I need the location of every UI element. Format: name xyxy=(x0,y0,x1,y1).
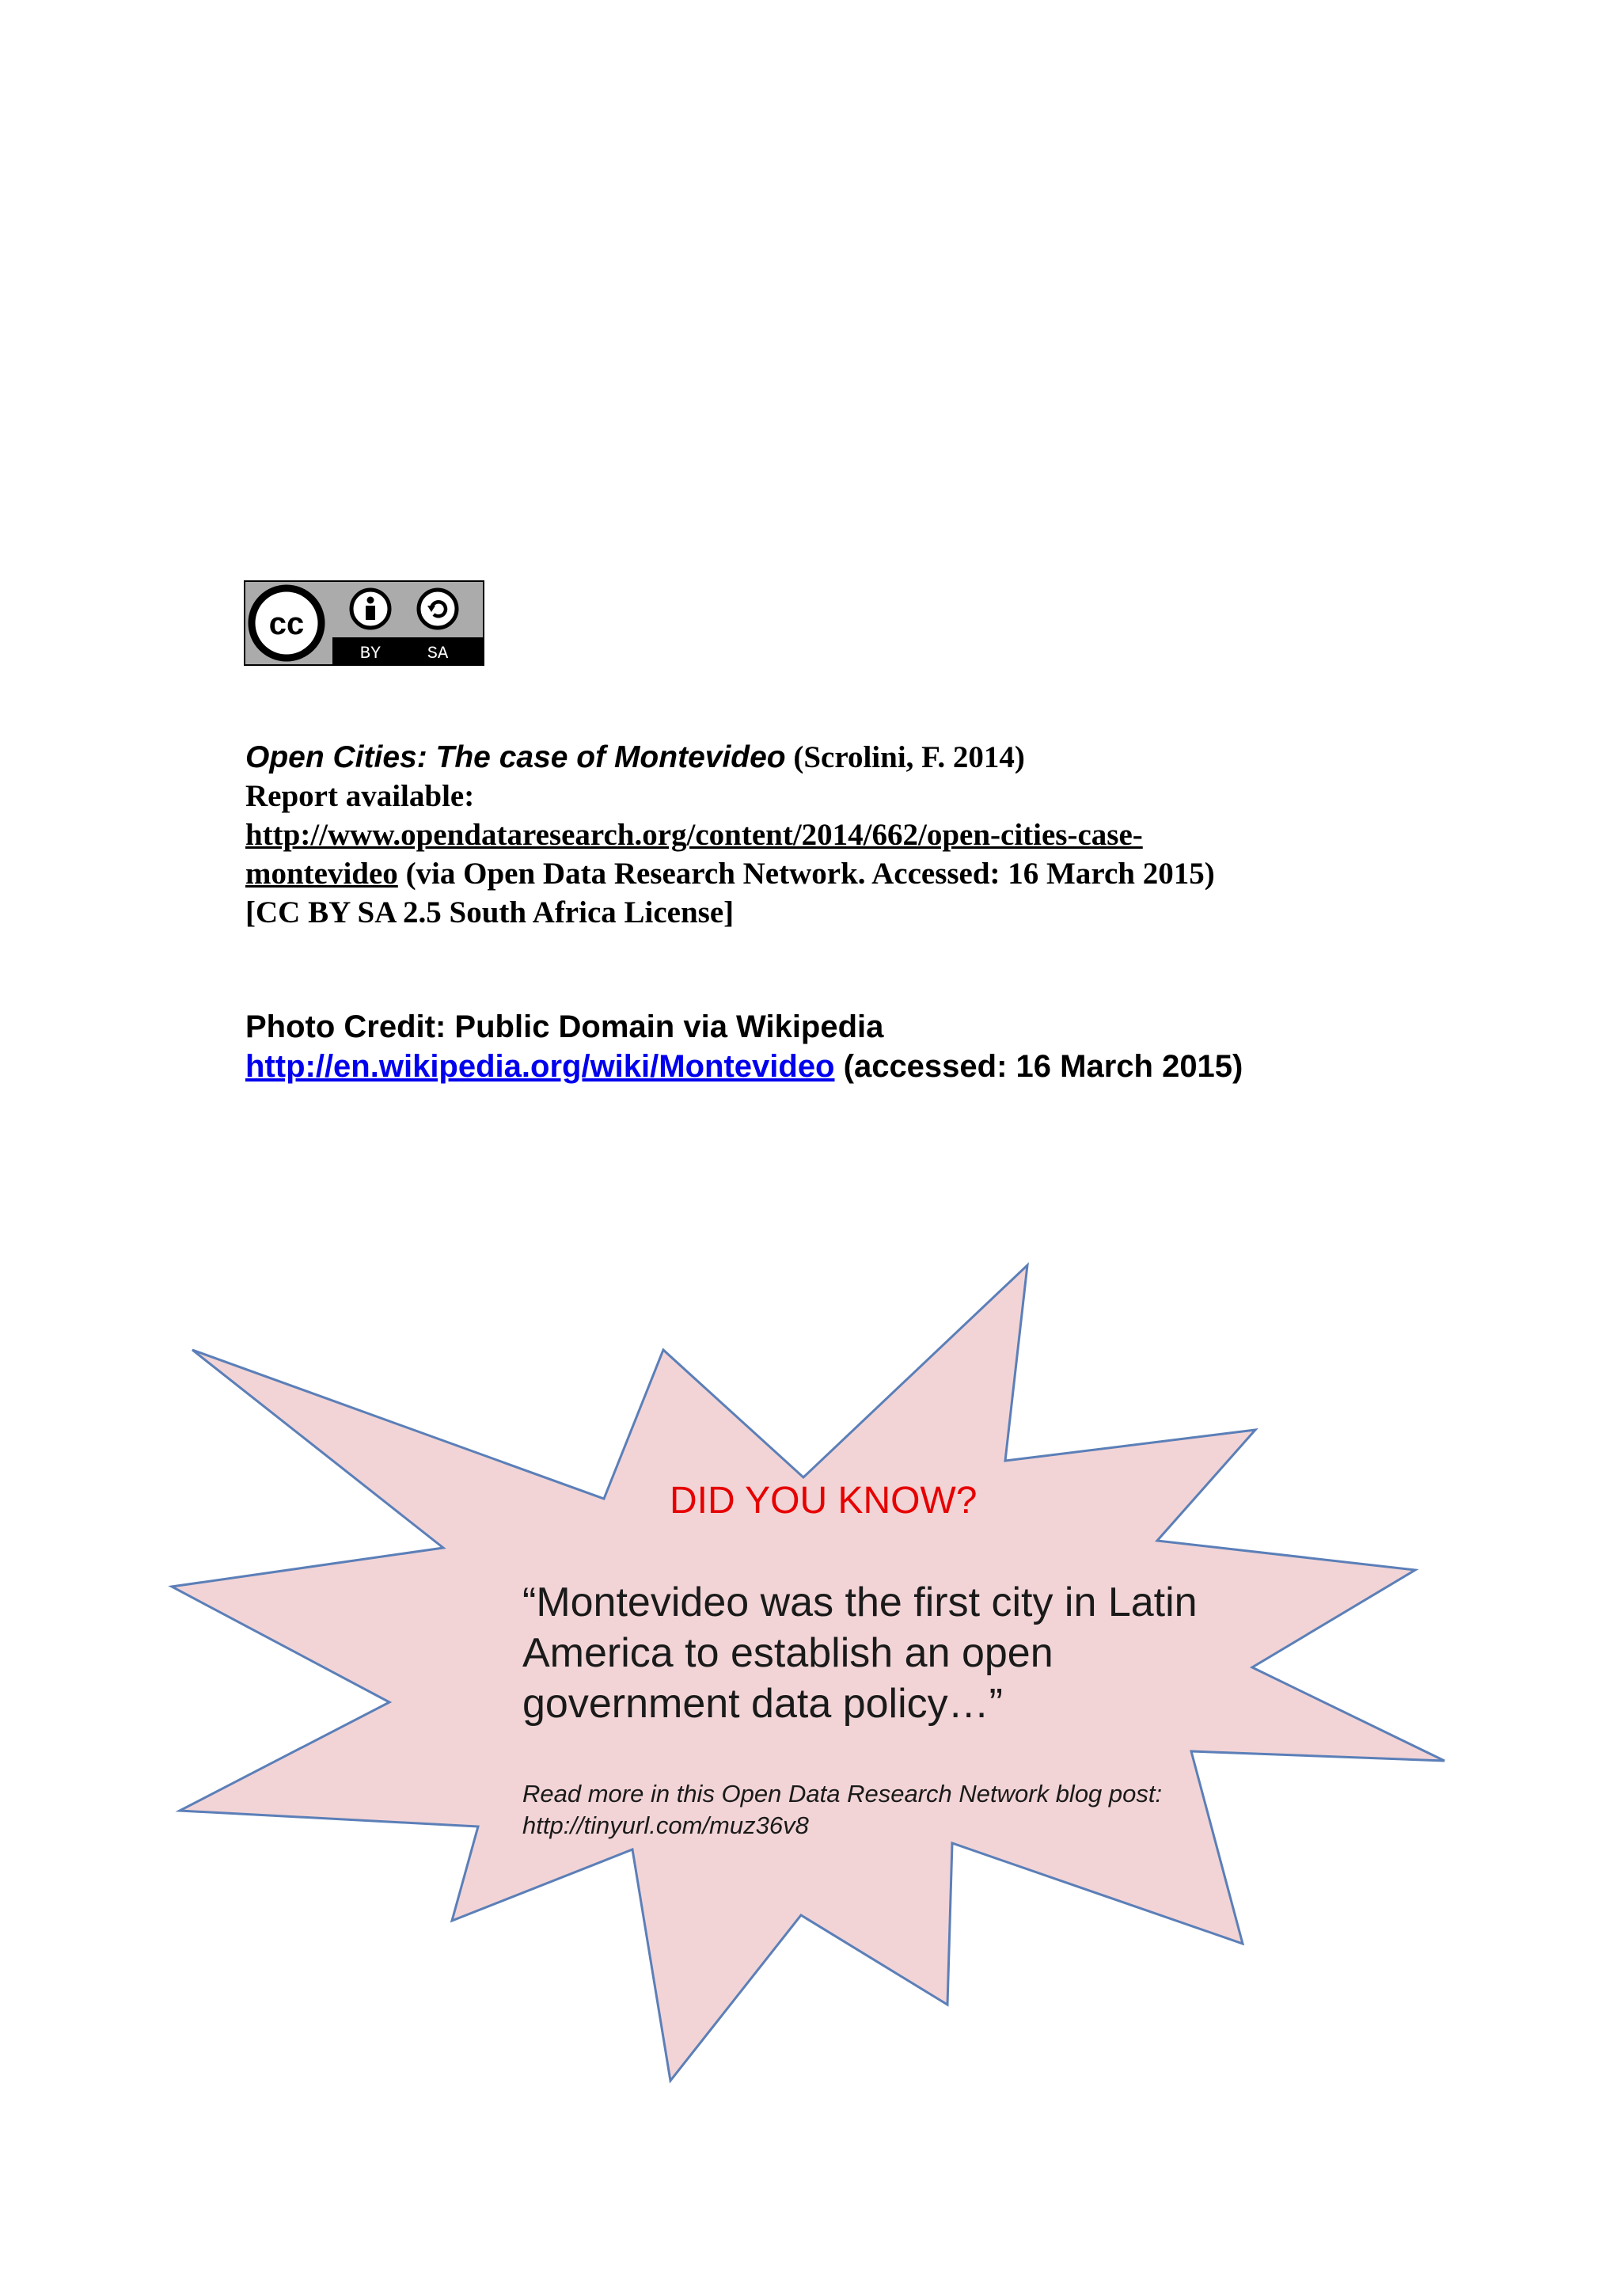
photo-credit-label: Photo Credit: Public Domain via Wikipedia xyxy=(245,1009,884,1044)
via-text: (via Open Data Research Network. Accessed: 16 March 2015) xyxy=(405,857,1215,891)
accessed-text: (accessed: 16 March 2015) xyxy=(843,1049,1243,1084)
report-title: Open Cities: The case of Montevideo xyxy=(245,740,786,774)
report-url-link[interactable]: http://www.opendataresearch.org/content/2014/662/open-cities-case- xyxy=(245,818,1143,852)
did-you-know-heading: DID YOU KNOW? xyxy=(670,1480,978,1522)
wikipedia-link[interactable]: http://en.wikipedia.org/wiki/Montevideo xyxy=(245,1049,835,1084)
report-url-link-continued[interactable]: montevideo xyxy=(245,857,398,891)
license-text: [CC BY SA 2.5 South Africa License] xyxy=(245,895,735,929)
by-text: BY xyxy=(359,644,382,663)
cc-text: cc xyxy=(268,606,305,641)
read-more-blog-text: Read more in this Open Data Research Network blog post: http://tinyurl.com/muz36v8 xyxy=(522,1780,1163,1839)
montevideo-quote: “Montevideo was the first city in Latin America to establish an open government data policy…” xyxy=(522,1579,1198,1727)
sa-text: SA xyxy=(427,644,449,663)
author-year: (Scrolini, F. 2014) xyxy=(793,740,1025,774)
report-available-label: Report available: xyxy=(245,779,475,813)
